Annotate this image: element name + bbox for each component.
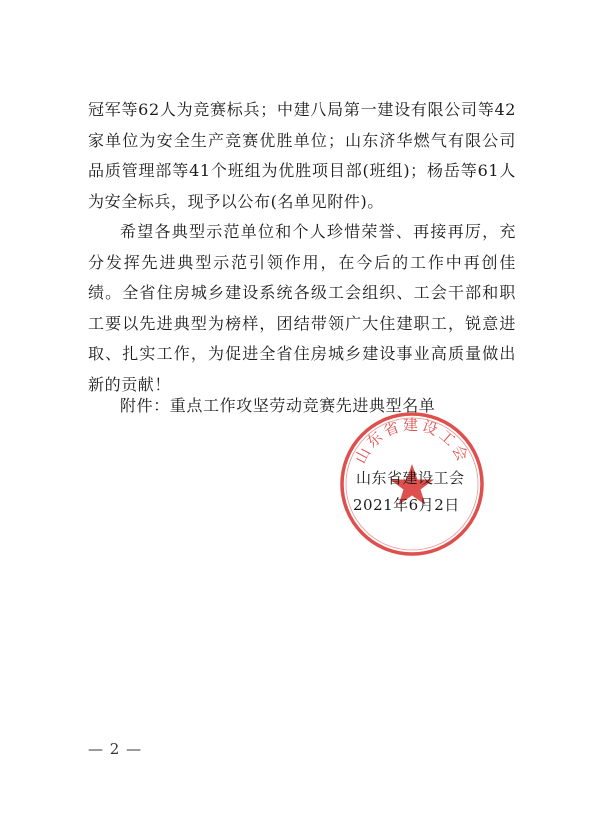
signature-date: 2021年6月2日: [353, 496, 460, 514]
attachment-line: 附件：重点工作攻坚劳动竞赛先进典型名单: [120, 396, 436, 415]
body-paragraph-1: 冠军等62人为竞赛标兵；中建八局第一建设有限公司等42家单位为安全生产竞赛优胜单位；山东济华燃气有限公司品质管理部等41个班组为优胜项目部(班组)；杨岳等61人为安全标兵，现予以公布(名单见附件)。: [88, 100, 516, 211]
body-paragraph-2: 希望各典型示范单位和个人珍惜荣誉、再接再厉，充分发挥先进典型示范引领作用，在今后的工作中再创佳绩。全省住房城乡建设系统各级工会组织、工会干部和职工要以先进典型为榜样，团结带领广大住建职工，锐意进取、扎实工作，为促进全省住房城乡建设事业高质量做出新的贡献！: [88, 222, 516, 394]
signature-organization: 山东省建设工会: [356, 469, 465, 487]
page-number: — 2 —: [88, 740, 143, 758]
svg-text:山东省建设工会: 山东省建设工会: [351, 416, 473, 467]
